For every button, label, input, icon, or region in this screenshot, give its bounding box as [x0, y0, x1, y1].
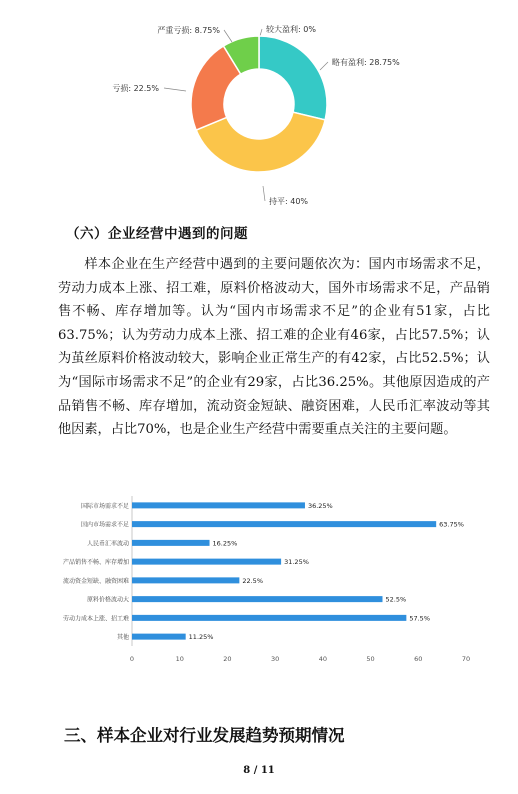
- x-tick-label: 60: [414, 655, 423, 663]
- donut-slice-label: 持平: 40%: [269, 197, 309, 206]
- bar-value-label: 63.75%: [439, 520, 464, 529]
- donut-leader-line: [164, 88, 186, 91]
- donut-leader-line: [260, 29, 262, 36]
- donut-slice-label: 亏损: 22.5%: [112, 84, 159, 93]
- bar: [132, 634, 186, 640]
- profit-donut-chart: [0, 0, 518, 215]
- x-tick-label: 0: [129, 655, 135, 663]
- donut-leader-line: [263, 186, 265, 201]
- bar: [132, 559, 281, 565]
- x-tick-label: 50: [366, 655, 375, 663]
- bar-value-label: 57.5%: [409, 614, 431, 623]
- bar-category-label: 国内市场需求不足: [80, 521, 129, 529]
- bar: [132, 615, 406, 621]
- donut-leader-line: [224, 30, 232, 42]
- donut-leader-line: [320, 62, 328, 70]
- bar-value-label: 31.25%: [284, 558, 309, 567]
- bar: [132, 540, 210, 546]
- bar-value-label: 52.5%: [385, 595, 407, 604]
- bar-value-label: 36.25%: [307, 501, 333, 510]
- bar-value-label: 16.25%: [212, 539, 238, 548]
- x-tick-label: 30: [271, 655, 280, 663]
- bar: [132, 577, 239, 583]
- bar-category-label: 原料价格波动大: [86, 596, 129, 604]
- donut-slice-label: 略有盈利: 28.75%: [332, 58, 400, 67]
- donut-slice-label: 较大盈利: 0%: [266, 25, 316, 34]
- bar-category-label: 其他: [116, 634, 129, 642]
- bar-value-label: 11.25%: [188, 633, 214, 642]
- bar-category-label: 人民币汇率波动: [86, 540, 129, 548]
- bar-category-label: 国际市场需求不足: [80, 502, 129, 510]
- x-tick-label: 40: [318, 655, 327, 663]
- problems-bar-chart: [52, 491, 478, 676]
- body-paragraph: [58, 253, 490, 442]
- bar-category-label: 劳动力成本上涨、招工难: [62, 615, 129, 623]
- page-number: 8 / 11: [243, 765, 275, 776]
- bar-category-label: 产品销售不畅、库存增加: [62, 559, 129, 567]
- paragraph-text: 样本企业在生产经营中遇到的主要问题依次为：国内市场需求不足，劳动力成本上涨、招工难，原料价格波动大，国外市场需求不足，产品销售不畅、库存增加等。认为“国内市场需求不足”的企业有51家，占比63.75%；认为劳动力成本上涨、招工难的企业有46家，占比57.5%；认为茧丝原料价格波动较大，影响企业正常生产的有42家，占比52.5%；认为“国际市场需求不足”的企业有29家，占比36.25%。其他原因造成的产品销售不畅、库存增加，流动资金短缺、融资困难，人民币汇率波动等其他因素，占比70%，也是企业生产经营中需要重点关注的主要问题。: [58, 257, 490, 438]
- section-heading: 三、样本企业对行业发展趋势预期情况: [64, 726, 345, 745]
- bar: [132, 502, 305, 508]
- x-tick-label: 70: [461, 655, 471, 663]
- x-tick-label: 10: [175, 655, 184, 663]
- bar: [132, 521, 436, 527]
- bar: [132, 596, 383, 602]
- donut-slice-label: 严重亏损: 8.75%: [157, 26, 220, 35]
- bar-value-label: 22.5%: [242, 576, 264, 585]
- x-tick-label: 20: [223, 655, 232, 663]
- bar-category-label: 流动资金短缺、融资困难: [62, 577, 129, 585]
- subheading-business-problems: （六）企业经营中遇到的问题: [66, 226, 248, 242]
- donut-slice: [259, 36, 327, 120]
